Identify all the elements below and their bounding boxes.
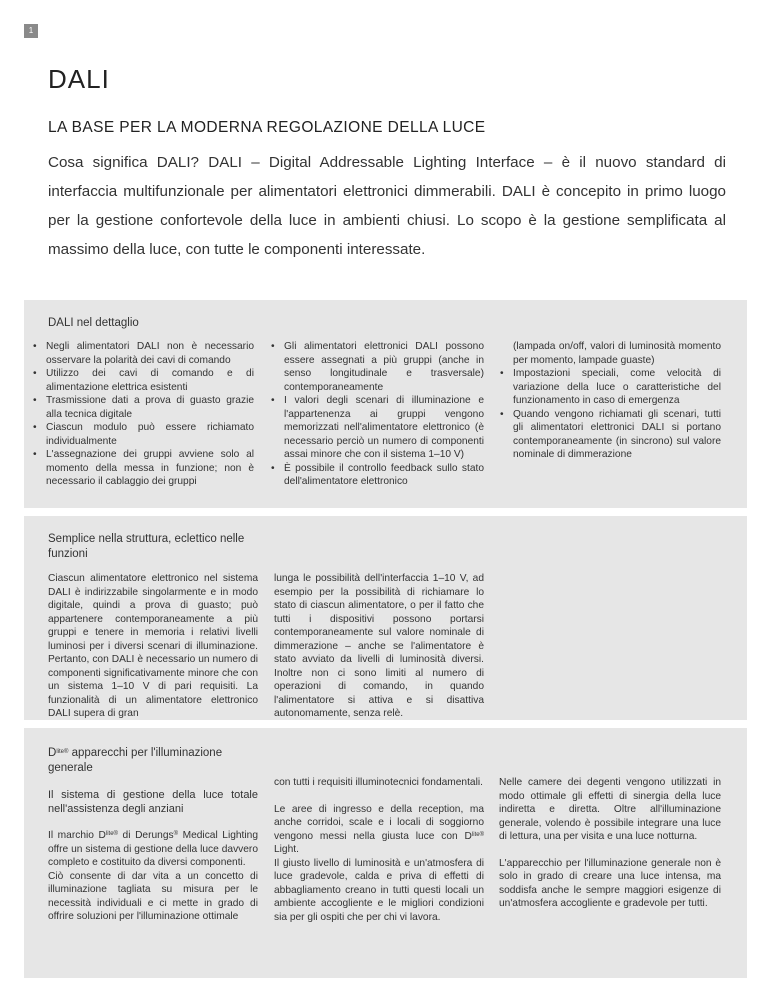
list-item: • I valori degli scenari di illuminazione e l'appartenenza ai gruppi vengono memorizzati nell'alimentatore elettronico (è necessario perciò un numero di componenti assai minore che con il sistema 1–10 V) bbox=[270, 394, 484, 462]
list-item: • Negli alimentatori DALI non è necessario osservare la polarità dei cavi di comando bbox=[32, 340, 254, 367]
paragraph: L'apparecchio per l'illuminazione generale non è solo in grado di creare una luce intensa, ma soddisfa anche le sempre maggiori esigenze di un'atmosfera accogliente e gradevole per tutti. bbox=[499, 857, 721, 909]
list-item: • L'assegnazione dei gruppi avviene solo al momento della messa in funzione; non è necessario il cablaggio dei gruppi bbox=[32, 448, 254, 489]
box-title: DALI nel dettaglio bbox=[48, 317, 139, 329]
page-title: DALI bbox=[48, 64, 110, 94]
paragraph: Nelle camere dei degenti vengono utilizzati in modo ottimale gli effetti di sinergia della luce indiretta e diretta. Oltre all'illuminazione generale, volendo è possibile integrare una luce di lettura, una per visita e una luce notturna. bbox=[499, 777, 721, 842]
box-title: $D^{lite®}$ apparecchi per l'illuminazione generale bbox=[48, 747, 223, 774]
detail-column-2 bbox=[270, 340, 484, 489]
list-item: • Ciascun modulo può essere richiamato individualmente bbox=[32, 421, 254, 448]
page-number: 1 bbox=[28, 26, 34, 35]
paragraph: Ciò consente di dar vita a un concetto di illuminazione tagliata su misura per le necessità individuali e ci mette in grado di offrire soluzioni per l'illuminazione ottimale bbox=[48, 870, 258, 922]
list-item: • Trasmissione dati a prova di guasto grazie alla tecnica digitale bbox=[32, 394, 254, 421]
subheading: Il sistema di gestione della luce totale nell'assistenza degli anziani bbox=[48, 789, 258, 815]
list-item: • Gli alimentatori elettronici DALI possono essere assegnati a più gruppi (anche in senso longitudinale e trasversale) contemporaneamente bbox=[270, 340, 484, 394]
box-title: Semplice nella struttura, eclettico nelle funzioni bbox=[48, 533, 245, 560]
dali-detail-box bbox=[24, 300, 747, 508]
dlite-column-3 bbox=[499, 776, 721, 924]
continued-text: (lampada on/off, valori di luminosità momento per momento, lampade guaste) bbox=[513, 341, 721, 366]
page-number-tab bbox=[24, 24, 38, 38]
detail-column-3 bbox=[499, 340, 721, 462]
dlite-column-2 bbox=[274, 776, 484, 937]
paragraph: Il giusto livello di luminosità e un'atmosfera di luce gradevole, calda e priva di effetti di abbagliamento creano in tutti questi locali un ambiente accogliente e le migliori condizioni sia per gli ospiti che per chi vi lavora. bbox=[274, 857, 484, 923]
list-item: • Quando vengono richiamati gli scenari, tutti gli alimentatori elettronici DALI si portano contemporaneamente (in sincrono) sul valore nominale di dimmerazione bbox=[499, 408, 721, 462]
list-item: • È possibile il controllo feedback sullo stato dell'alimentatore elettronico bbox=[270, 462, 484, 489]
structure-column-1: Ciascun alimentatore elettronico nel sistema DALI è indirizzabile singolarmente e in modo digitale, quindi a prova di guasto; può appartenere contemporaneamente a più gruppi e tenere in memoria i relativi livelli luminosi per i diversi scenari di illuminazione. Pertanto, con DALI è necessario un numero di componenti significativamente minore che con un sistema 1–10 V di pari requisiti. La funzionalità di un alimentatore elettronico DALI supera di gran bbox=[48, 573, 258, 719]
list-item: • Utilizzo dei cavi di comando e di alimentazione elettrica esistenti bbox=[32, 367, 254, 394]
list-item: • Impostazioni speciali, come velocità di variazione della luce o caratteristiche del funzionamento in caso di emergenza bbox=[499, 367, 721, 408]
structure-box bbox=[24, 516, 747, 720]
dlite-column-1 bbox=[48, 788, 258, 924]
dlite-box bbox=[24, 728, 747, 978]
paragraph: Il marchio $D^{lite®}$ di Derungs® Medical Lighting offre un sistema di gestione della luce davvero completo e costituito da diversi componenti. bbox=[48, 830, 258, 868]
page-subtitle: LA BASE PER LA MODERNA REGOLAZIONE DELLA LUCE bbox=[48, 119, 486, 136]
paragraph: Le aree di ingresso e della reception, ma anche corridoi, scale e i locali di soggiorno vengono messi nella giusta luce con $D^{lite®}$ Light. bbox=[274, 803, 484, 855]
paragraph: con tutti i requisiti illuminotecnici fondamentali. bbox=[274, 777, 483, 788]
detail-column-1 bbox=[32, 340, 254, 489]
lead-paragraph: Cosa significa DALI? DALI – Digital Addressable Lighting Interface – è il nuovo standard di interfaccia multifunzionale per alimentatori elettronici dimmerabili. DALI è concepito in primo luogo per la gestione confortevole della luce in ambienti chiusi. Lo scopo è la gestione semplificata al massimo della luce, con tutte le componenti interessate. bbox=[48, 154, 726, 258]
structure-column-2: lunga le possibilità dell'interfaccia 1–10 V, ad esempio per la possibilità di richiamare lo stato di ciascun alimentatore, o per il fatto che tutti i dispositivi possono portarsi contemporaneamente sul valore nominale di dimmerazione – anche se l'alimentatore è stato avviato da livelli di luminosità diversi. Inoltre non ci sono limiti al numero di operazioni di comando, in quando l'alimentatore si attiva e si disattiva autonomamente, senza relè. bbox=[274, 573, 484, 719]
